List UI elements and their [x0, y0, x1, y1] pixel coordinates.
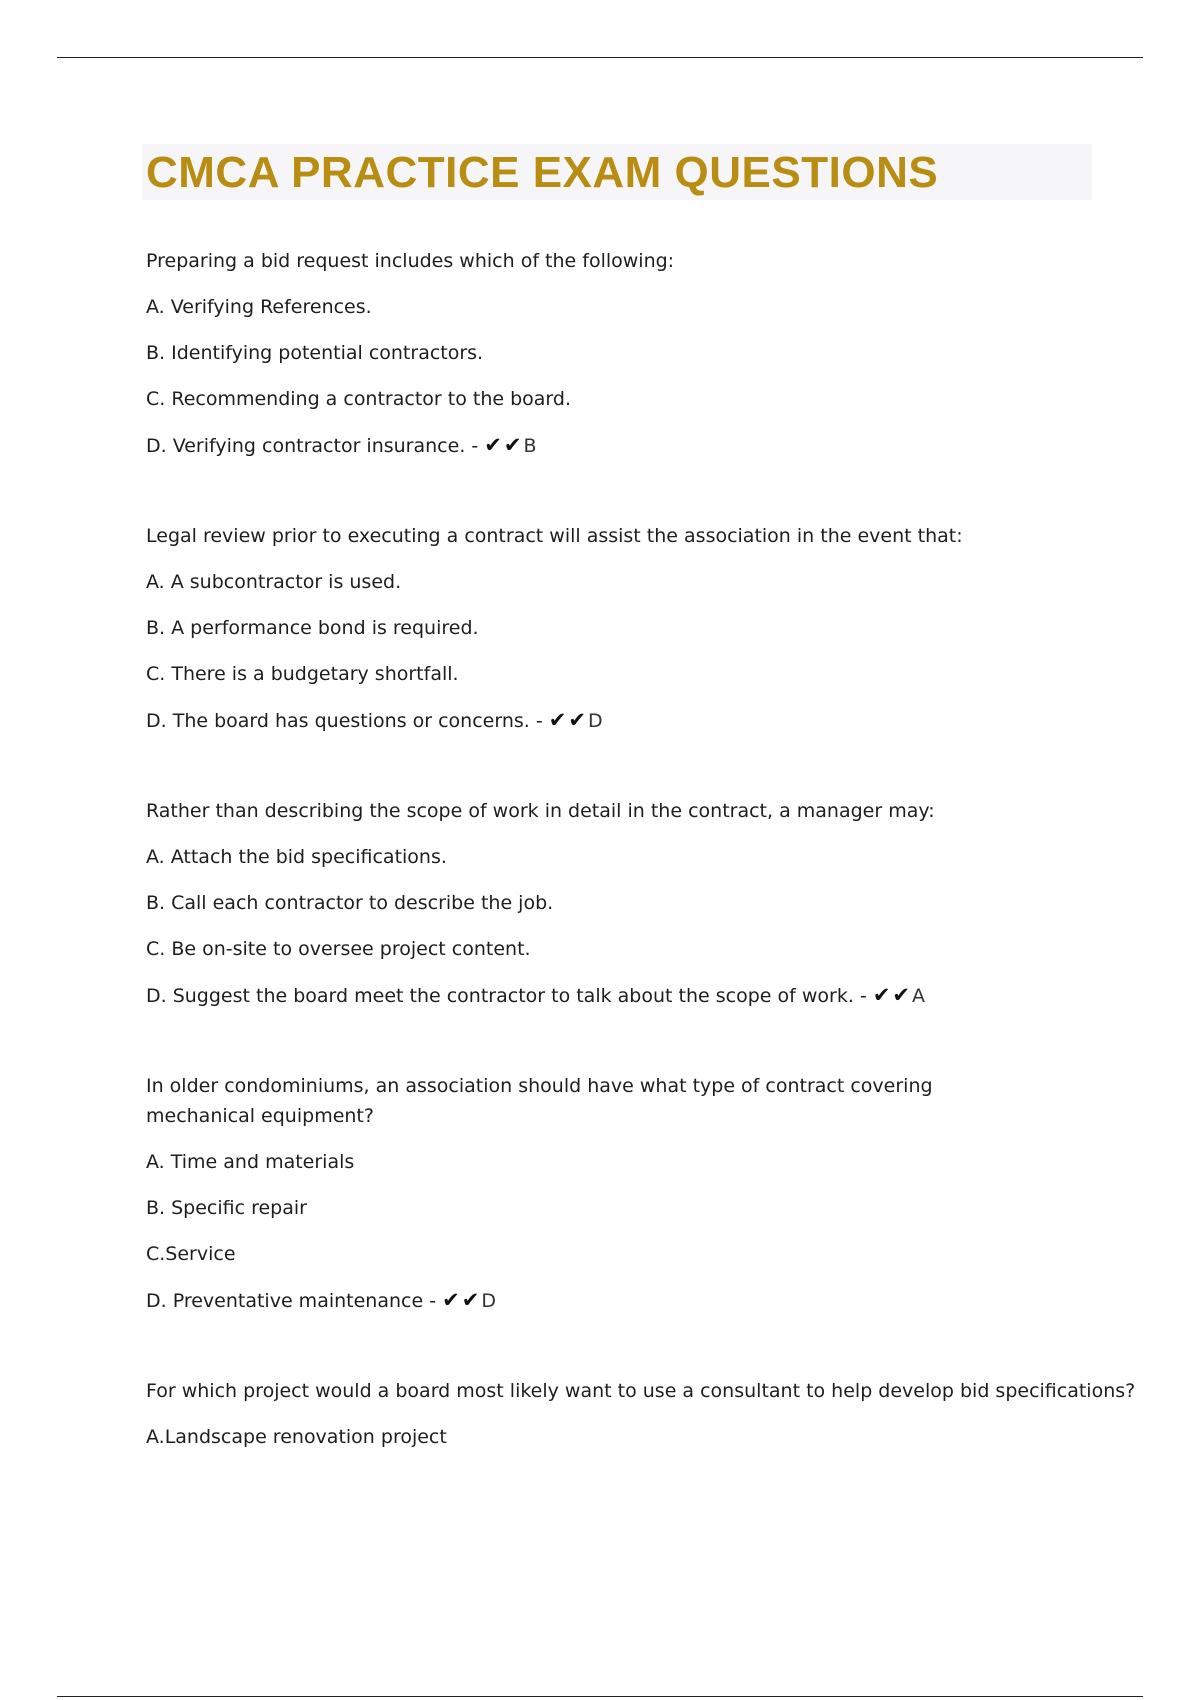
question-text: In older condominiums, an association should have what type of contract covering mechanical equipment? — [146, 1075, 933, 1127]
question-text: Rather than describing the scope of work in detail in the contract, a manager may: — [146, 800, 935, 822]
answer-letter: A — [912, 985, 926, 1007]
checkmark-icon: ✔ — [461, 1288, 480, 1312]
question-1 — [146, 246, 1096, 461]
checkmark-icon: ✔ — [872, 983, 891, 1007]
option-a: A. Attach the bid specifications. — [146, 846, 447, 868]
option-c: C. There is a budgetary shortfall. — [146, 663, 459, 685]
question-4 — [146, 1071, 1096, 1316]
option-d: D. Preventative maintenance - ✔✔ D — [146, 1285, 1096, 1316]
checkmark-icon: ✔ — [892, 983, 911, 1007]
question-text: For which project would a board most likely want to use a consultant to help develop bid specifications? — [146, 1380, 1136, 1402]
question-text: Legal review prior to executing a contract will assist the association in the event that: — [146, 525, 963, 547]
option-a: A. A subcontractor is used. — [146, 571, 402, 593]
question-5 — [146, 1376, 1136, 1452]
option-b: B. A performance bond is required. — [146, 617, 479, 639]
option-c: C. Recommending a contractor to the board. — [146, 388, 571, 410]
answer-letter: D — [587, 710, 603, 732]
checkmark-icon: ✔ — [442, 1288, 460, 1312]
question-2 — [146, 521, 1096, 736]
bottom-rule — [57, 1696, 1143, 1697]
page-title: CMCA PRACTICE EXAM QUESTIONS — [146, 148, 939, 197]
option-d: D. The board has questions or concerns. - ✔✔ D — [146, 705, 1096, 736]
answer-letter: D — [481, 1290, 496, 1312]
option-a: A. Time and materials — [146, 1151, 355, 1173]
top-rule — [57, 57, 1143, 58]
checkmark-icon: ✔ — [548, 708, 567, 732]
option-d: D. Suggest the board meet the contractor to talk about the scope of work. - ✔✔ A — [146, 980, 1096, 1011]
option-a: A. Verifying References. — [146, 296, 372, 318]
option-d: D. Verifying contractor insurance. - ✔✔ B — [146, 430, 1096, 461]
question-text: Preparing a bid request includes which of the following: — [146, 250, 675, 272]
option-b: B. Call each contractor to describe the job. — [146, 892, 554, 914]
question-list — [146, 246, 1136, 1512]
checkmark-icon: ✔ — [568, 708, 586, 732]
checkmark-icon: ✔ — [484, 433, 502, 457]
option-c: C.Service — [146, 1243, 236, 1265]
option-c: C. Be on-site to oversee project content. — [146, 938, 531, 960]
question-3 — [146, 796, 1096, 1011]
option-b: B. Specific repair — [146, 1197, 307, 1219]
answer-letter: B — [523, 435, 537, 457]
option-a: A.Landscape renovation project — [146, 1426, 447, 1448]
checkmark-icon: ✔ — [503, 433, 522, 457]
option-b: B. Identifying potential contractors. — [146, 342, 484, 364]
